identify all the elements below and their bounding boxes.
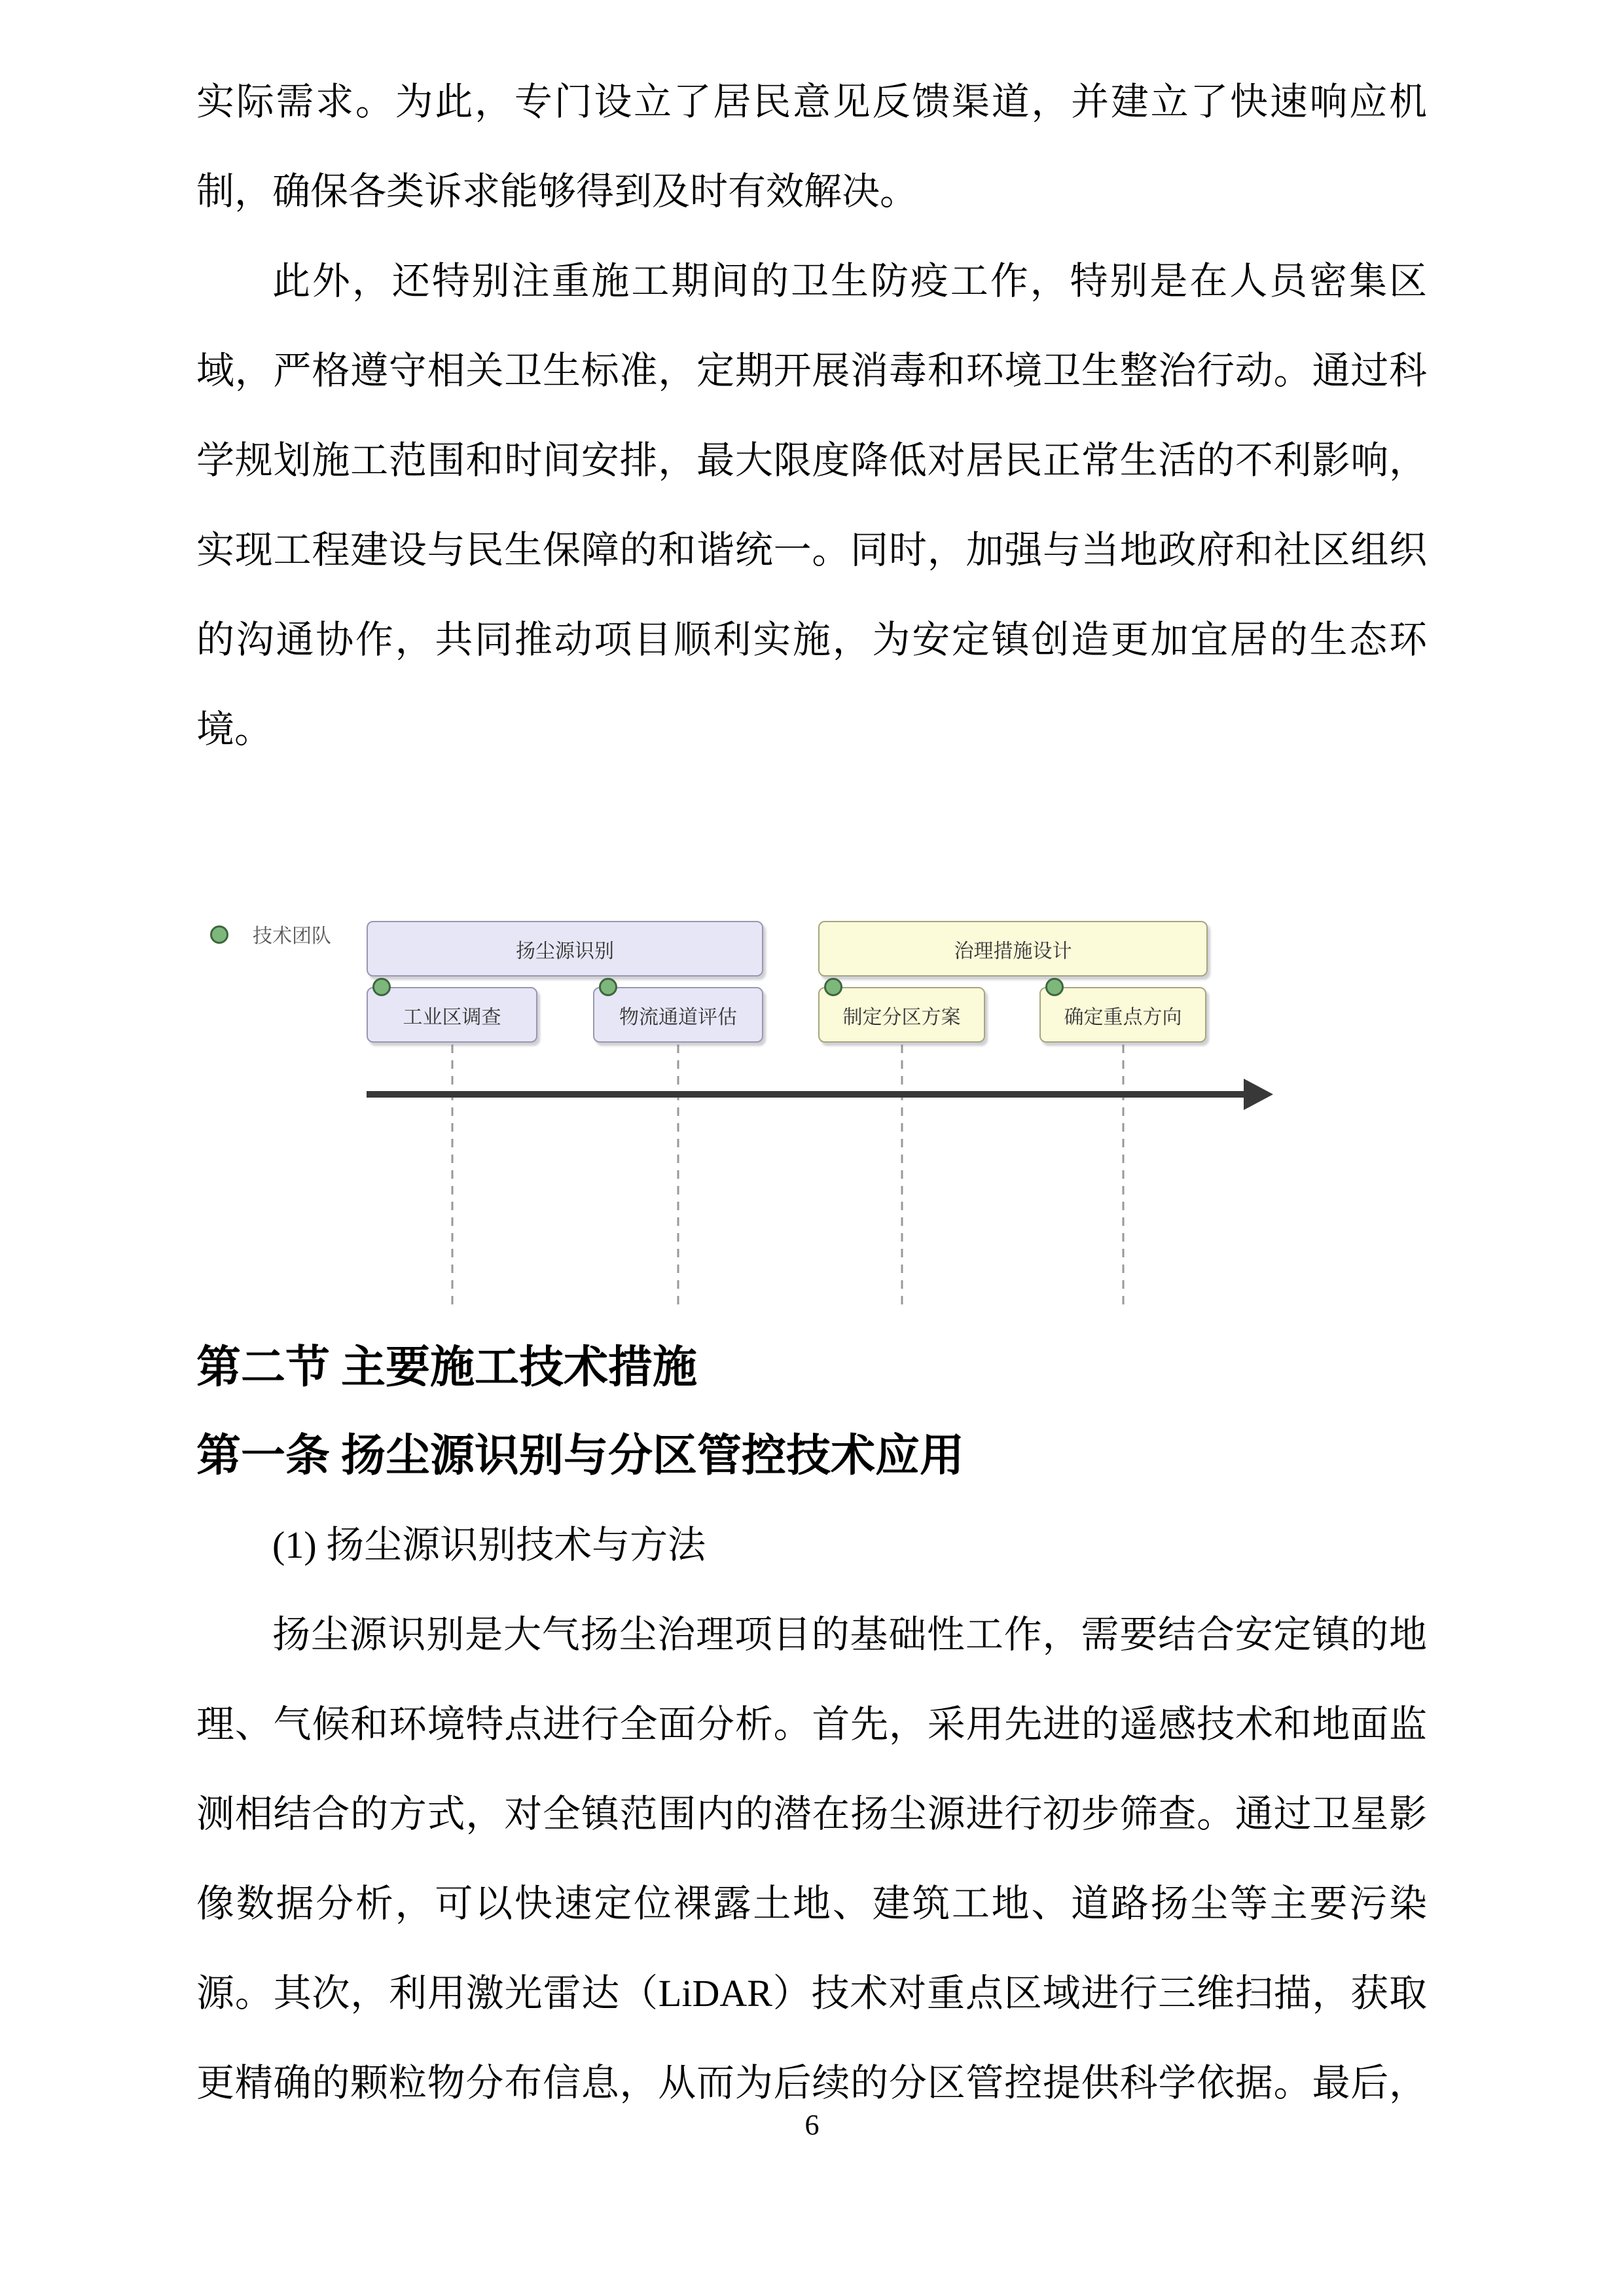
task-box-2 [593,987,763,1043]
milestone-dot-icon [372,978,391,996]
text-line: 学规划施工范围和时间安排，最大限度降低对居民正常生活的不利影响， [196,439,1427,482]
text-line: 扬尘源识别是大气扬尘治理项目的基础性工作，需要结合安定镇的地 [272,1613,1427,1656]
body-text-top [196,57,1427,774]
timeline-figure [196,910,1296,1316]
paragraph [196,1590,1427,2128]
page-number: 6 [804,2109,820,2141]
text-line: 像数据分析，可以快速定位裸露土地、建筑工地、道路扬尘等主要污染 [196,1882,1427,1925]
text-line: 境。 [196,708,273,751]
text-line: 制，确保各类诉求能够得到及时有效解决。 [196,170,918,213]
list-item-heading: (1) 扬尘源识别技术与方法 [272,1524,706,1566]
phase-box-2 [818,921,1208,977]
task-box-2-label: 物流通道评估 [619,1006,737,1028]
task-box-1-label: 工业区调查 [403,1006,501,1028]
paragraph-continuation [196,57,1427,236]
phase-box-1 [367,921,763,977]
legend-label: 技术团队 [253,925,331,947]
text-line: 的沟通协作，共同推动项目顺利实施，为安定镇创造更加宜居的生态环 [196,619,1427,661]
task-box-4-label: 确定重点方向 [1064,1006,1182,1028]
task-box-3 [818,987,985,1043]
text-line: 域，严格遵守相关卫生标准，定期开展消毒和环境卫生整治行动。通过科 [196,350,1427,392]
text-line: 实际需求。为此，专门设立了居民意见反馈渠道，并建立了快速响应机 [196,81,1427,123]
phase-box-2-label: 治理措施设计 [954,940,1072,962]
text-line: 测相结合的方式，对全镇范围内的潜在扬尘源进行初步筛查。通过卫星影 [196,1793,1427,1835]
text-line: 源。其次，利用激光雷达（LiDAR）技术对重点区域进行三维扫描，获取 [196,1972,1427,2015]
paragraph [196,236,1427,774]
text-line: 实现工程建设与民生保障的和谐统一。同时，加强与当地政府和社区组织 [196,529,1427,571]
legend-marker-icon [210,925,228,944]
text-line: 更精确的颗粒物分布信息，从而为后续的分区管控提供科学依据。最后， [196,2062,1427,2104]
milestone-dot-icon [1045,978,1064,996]
task-box-3-label: 制定分区方案 [842,1006,961,1028]
text-line: 理、气候和环境特点进行全面分析。首先，采用先进的遥感技术和地面监 [196,1703,1427,1746]
phase-box-1-label: 扬尘源识别 [516,940,614,962]
body-text-bottom [196,1590,1427,2128]
task-box-1 [367,987,537,1043]
text-line: 此外，还特别注重施工期间的卫生防疫工作，特别是在人员密集区 [272,260,1427,302]
article-heading: 第一条 扬尘源识别与分区管控技术应用 [196,1431,965,1480]
milestone-dot-icon [824,978,842,996]
milestone-dot-icon [599,978,617,996]
section-heading: 第二节 主要施工技术措施 [196,1342,698,1392]
task-box-4 [1039,987,1206,1043]
